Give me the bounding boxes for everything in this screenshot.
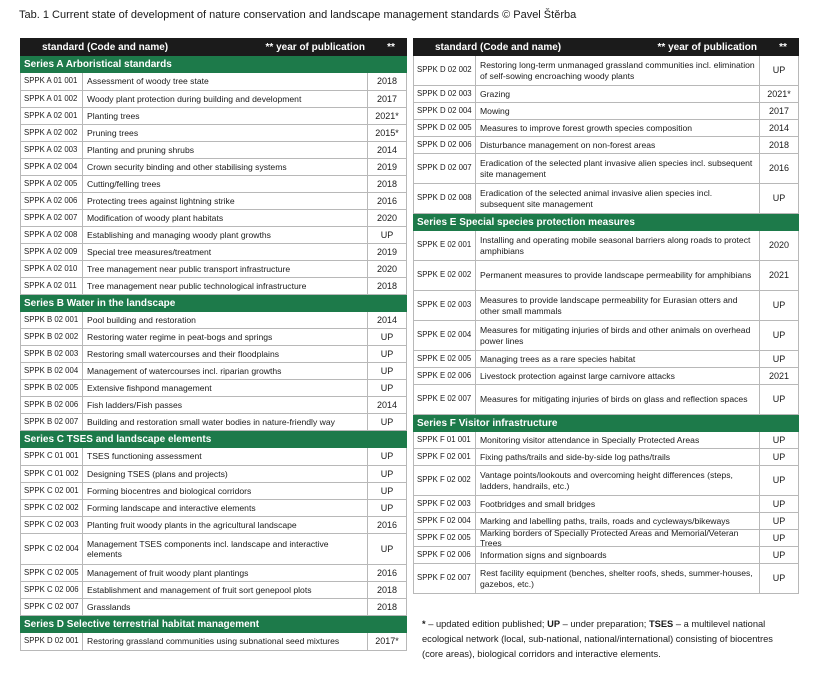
standard-name: Marking and labelling paths, trails, roads and cycleways/bikeways bbox=[480, 515, 730, 526]
footnote-star: * bbox=[422, 619, 426, 629]
table-row bbox=[20, 483, 407, 500]
publication-year: UP bbox=[367, 414, 406, 430]
standard-code: SPPK B 02 007 bbox=[21, 414, 83, 430]
table-row bbox=[413, 527, 799, 548]
standard-name: Planting trees bbox=[87, 110, 140, 121]
table-header bbox=[413, 38, 799, 56]
standard-name: Managing trees as a rare species habitat bbox=[480, 353, 636, 364]
standard-code: SPPK E 02 006 bbox=[414, 368, 476, 384]
publication-year: UP bbox=[759, 432, 798, 448]
publication-year: 2021* bbox=[759, 86, 798, 102]
standard-code: SPPK F 02 001 bbox=[414, 449, 476, 465]
series-rows bbox=[413, 231, 799, 415]
standard-code: SPPK C 02 001 bbox=[21, 483, 83, 499]
standard-code: SPPK F 02 007 bbox=[414, 564, 476, 593]
table-row bbox=[20, 73, 407, 91]
publication-year: UP bbox=[759, 56, 798, 85]
header-standard: standard (Code and name) bbox=[42, 41, 169, 53]
publication-year: 2018 bbox=[759, 137, 798, 153]
publication-year: 2016 bbox=[367, 565, 406, 581]
standard-code: SPPK D 02 004 bbox=[414, 103, 476, 119]
header-stars: ** bbox=[387, 41, 395, 53]
table-row bbox=[20, 565, 407, 582]
publication-year: UP bbox=[759, 530, 798, 546]
table-row bbox=[20, 500, 407, 517]
series-title: Series D Selective terrestrial habitat management bbox=[20, 616, 407, 633]
standard-code: SPPK D 02 005 bbox=[414, 120, 476, 136]
standard-name: Eradication of the selected plant invasive alien species incl. subsequent site management bbox=[480, 158, 753, 179]
table-row bbox=[413, 466, 799, 496]
table-row bbox=[413, 432, 799, 449]
publication-year: UP bbox=[759, 351, 798, 367]
header-year: ** year of publication bbox=[657, 41, 757, 53]
standard-code: SPPK F 01 001 bbox=[414, 432, 476, 448]
standard-name: Planting and pruning shrubs bbox=[87, 144, 195, 155]
standard-code: SPPK A 02 010 bbox=[21, 261, 83, 277]
publication-year: UP bbox=[367, 227, 406, 243]
publication-year: 2018 bbox=[367, 278, 406, 294]
series-rows bbox=[20, 73, 407, 295]
table-row bbox=[413, 137, 799, 154]
standard-code: SPPK A 02 005 bbox=[21, 176, 83, 192]
table-row bbox=[20, 312, 407, 329]
standard-code: SPPK E 02 002 bbox=[414, 261, 476, 290]
publication-year: UP bbox=[759, 564, 798, 593]
standard-name: Measures to provide landscape permeability for Eurasian otters and other small mammals bbox=[480, 295, 738, 316]
standard-code: SPPK A 02 002 bbox=[21, 125, 83, 141]
standard-name: Forming landscape and interactive elements bbox=[87, 502, 256, 513]
publication-year: 2018 bbox=[367, 599, 406, 615]
series-title: Series A Arboristical standards bbox=[20, 56, 407, 73]
standard-code: SPPK C 02 002 bbox=[21, 500, 83, 516]
standard-code: SPPK F 02 002 bbox=[414, 466, 476, 495]
publication-year: 2021* bbox=[367, 108, 406, 124]
standard-name: Vantage points/lookouts and overcoming height differences (steps, ladders, handrails, etc.) bbox=[480, 470, 733, 491]
standard-name: Cutting/felling trees bbox=[87, 178, 161, 189]
table-row bbox=[413, 184, 799, 214]
standard-name: Planting fruit woody plants in the agricultural landscape bbox=[87, 519, 297, 530]
standard-name: Footbridges and small bridges bbox=[480, 498, 596, 509]
table-row bbox=[20, 414, 407, 431]
standard-name: Special tree measures/treatment bbox=[87, 246, 212, 257]
table-row bbox=[20, 244, 407, 261]
table-row bbox=[413, 385, 799, 415]
standard-code: SPPK D 02 002 bbox=[414, 56, 476, 85]
standard-name: Crown security binding and other stabilising systems bbox=[87, 161, 287, 172]
publication-year: 2019 bbox=[367, 244, 406, 260]
publication-year: 2014 bbox=[367, 312, 406, 328]
standard-name: Restoring small watercourses and their floodplains bbox=[87, 348, 280, 359]
table-row bbox=[413, 321, 799, 351]
footnote-tses: TSES bbox=[648, 619, 674, 629]
table-row bbox=[20, 210, 407, 227]
publication-year: 2014 bbox=[759, 120, 798, 136]
standard-name: Extensive fishpond management bbox=[87, 382, 212, 393]
standard-name: Eradication of the selected animal invasive alien species incl. subsequent site management bbox=[480, 188, 713, 209]
publication-year: UP bbox=[759, 385, 798, 414]
standard-name: Permanent measures to provide landscape permeability for amphibians bbox=[480, 270, 752, 281]
standard-name: Management of watercourses incl. riparian growths bbox=[87, 365, 282, 376]
table-row bbox=[20, 125, 407, 142]
series-title: Series F Visitor infrastructure bbox=[413, 415, 799, 432]
publication-year: 2014 bbox=[367, 142, 406, 158]
publication-year: UP bbox=[367, 534, 406, 564]
table-row bbox=[413, 261, 799, 291]
standard-code: SPPK B 02 001 bbox=[21, 312, 83, 328]
table-caption: Tab. 1 Current state of development of nature conservation and landscape management standards © Pavel Štěrba bbox=[19, 9, 577, 21]
publication-year: 2015* bbox=[367, 125, 406, 141]
publication-year: 2018 bbox=[367, 73, 406, 90]
series-rows bbox=[20, 448, 407, 616]
header-standard: standard (Code and name) bbox=[435, 41, 562, 53]
standard-code: SPPK E 02 004 bbox=[414, 321, 476, 350]
standard-code: SPPK A 01 001 bbox=[21, 73, 83, 90]
standard-name: Disturbance management on non-forest areas bbox=[480, 139, 656, 150]
series-title: Series B Water in the landscape bbox=[20, 295, 407, 312]
standard-code: SPPK B 02 004 bbox=[21, 363, 83, 379]
table-row bbox=[20, 329, 407, 346]
table-row bbox=[20, 582, 407, 599]
standard-name: Management TSES components incl. landscape and interactive elements bbox=[87, 538, 329, 559]
header-stars: ** bbox=[779, 41, 787, 53]
standard-code: SPPK D 02 007 bbox=[414, 154, 476, 183]
standard-code: SPPK C 02 007 bbox=[21, 599, 83, 615]
table-row bbox=[413, 291, 799, 321]
publication-year: 2018 bbox=[367, 176, 406, 192]
standard-name: Restoring grassland communities using subnational seed mixtures bbox=[87, 636, 340, 647]
table-row bbox=[20, 599, 407, 616]
standard-name: Installing and operating mobile seasonal barriers along roads to protect amphibians bbox=[480, 235, 751, 256]
publication-year: 2017* bbox=[367, 633, 406, 650]
publication-year: 2019 bbox=[367, 159, 406, 175]
publication-year: 2016 bbox=[759, 154, 798, 183]
standard-name: Forming biocentres and biological corridors bbox=[87, 485, 252, 496]
standard-name: Information signs and signboards bbox=[480, 549, 607, 560]
standard-name: Measures to improve forest growth species composition bbox=[480, 122, 693, 133]
publication-year: UP bbox=[759, 321, 798, 350]
table-row bbox=[413, 547, 799, 564]
standard-code: SPPK D 02 006 bbox=[414, 137, 476, 153]
table-row bbox=[20, 380, 407, 397]
table-row bbox=[413, 449, 799, 466]
footnote-star-text: – updated edition published; bbox=[425, 619, 548, 629]
header-year: ** year of publication bbox=[265, 41, 365, 53]
publication-year: 2021 bbox=[759, 368, 798, 384]
standard-name: Establishment and management of fruit sort genepool plots bbox=[87, 584, 312, 595]
table-row bbox=[413, 154, 799, 184]
table-row bbox=[20, 193, 407, 210]
table-row bbox=[20, 91, 407, 108]
publication-year: UP bbox=[367, 500, 406, 516]
publication-year: 2020 bbox=[367, 210, 406, 226]
standard-name: Pool building and restoration bbox=[87, 314, 196, 325]
standard-name: Rest facility equipment (benches, shelter roofs, sheds, summer-houses, gazebos, etc.) bbox=[480, 568, 753, 589]
standard-code: SPPK A 02 004 bbox=[21, 159, 83, 175]
table-row bbox=[20, 346, 407, 363]
table-row bbox=[413, 120, 799, 137]
table-row bbox=[20, 142, 407, 159]
standard-name: Livestock protection against large carnivore attacks bbox=[480, 370, 675, 381]
standard-code: SPPK A 02 011 bbox=[21, 278, 83, 294]
standard-code: SPPK C 01 001 bbox=[21, 448, 83, 465]
publication-year: UP bbox=[759, 449, 798, 465]
table-row bbox=[20, 517, 407, 534]
series-rows bbox=[413, 56, 799, 214]
table-row bbox=[413, 564, 799, 594]
table-row bbox=[413, 56, 799, 86]
standard-name: Marking borders of Specially Protected Areas and Memorial/Veteran Trees bbox=[480, 527, 739, 548]
standard-name: Restoring long-term unmanaged grassland communities incl. elimination of self-sowing encroaching woody plants bbox=[480, 60, 755, 81]
standard-code: SPPK D 02 003 bbox=[414, 86, 476, 102]
publication-year: UP bbox=[759, 496, 798, 512]
table-row bbox=[20, 176, 407, 193]
publication-year: UP bbox=[367, 483, 406, 499]
publication-year: UP bbox=[367, 363, 406, 379]
standard-name: Designing TSES (plans and projects) bbox=[87, 468, 228, 479]
standard-name: Grazing bbox=[480, 88, 511, 99]
table-row bbox=[413, 496, 799, 513]
standard-code: SPPK F 02 006 bbox=[414, 547, 476, 563]
standard-code: SPPK A 02 006 bbox=[21, 193, 83, 209]
left-column bbox=[20, 38, 407, 651]
standard-name: Mowing bbox=[480, 105, 510, 116]
standard-code: SPPK E 02 003 bbox=[414, 291, 476, 320]
publication-year: UP bbox=[759, 291, 798, 320]
standard-code: SPPK E 02 007 bbox=[414, 385, 476, 414]
standard-code: SPPK B 02 003 bbox=[21, 346, 83, 362]
footnote-tses-text: – a multilevel national ecological network (local, sub-national, national/international) consisting of biocentres (core areas), biological corridors and interactive elements. bbox=[422, 619, 773, 659]
standard-name: Establishing and managing woody plant growths bbox=[87, 229, 271, 240]
standard-name: TSES functioning assessment bbox=[87, 451, 202, 462]
standard-name: Protecting trees against lightning strike bbox=[87, 195, 235, 206]
table-header bbox=[20, 38, 407, 56]
standard-code: SPPK A 02 007 bbox=[21, 210, 83, 226]
standard-code: SPPK C 02 006 bbox=[21, 582, 83, 598]
table-row bbox=[413, 86, 799, 103]
table-row bbox=[20, 534, 407, 565]
table-row bbox=[20, 466, 407, 483]
standard-name: Measures for mitigating injuries of birds and other animals on overhead power lines bbox=[480, 325, 751, 346]
right-column bbox=[413, 38, 799, 594]
publication-year: 2014 bbox=[367, 397, 406, 413]
standard-name: Measures for mitigating injuries of birds on glass and reflection spaces bbox=[480, 394, 748, 405]
standard-code: SPPK E 02 005 bbox=[414, 351, 476, 367]
standard-name: Building and restoration small water bodies in nature-friendly way bbox=[87, 416, 335, 427]
table-row bbox=[413, 231, 799, 261]
standard-code: SPPK C 01 002 bbox=[21, 466, 83, 482]
table-row bbox=[20, 227, 407, 244]
table-row bbox=[20, 448, 407, 466]
footnote-up: UP bbox=[547, 619, 561, 629]
table-row bbox=[20, 363, 407, 380]
publication-year: 2016 bbox=[367, 193, 406, 209]
standard-name: Grasslands bbox=[87, 601, 131, 612]
publication-year: 2016 bbox=[367, 517, 406, 533]
table-row bbox=[20, 261, 407, 278]
standard-name: Fish ladders/Fish passes bbox=[87, 399, 183, 410]
series-rows bbox=[20, 312, 407, 431]
standard-code: SPPK F 02 003 bbox=[414, 496, 476, 512]
publication-year: UP bbox=[759, 547, 798, 563]
standard-name: Tree management near public technological infrastructure bbox=[87, 280, 307, 291]
table-row bbox=[20, 108, 407, 125]
publication-year: UP bbox=[367, 380, 406, 396]
publication-year: 2020 bbox=[367, 261, 406, 277]
standard-name: Monitoring visitor attendance in Specially Protected Areas bbox=[480, 434, 700, 445]
publication-year: 2017 bbox=[367, 91, 406, 107]
publication-year: UP bbox=[367, 466, 406, 482]
standard-code: SPPK F 02 005 bbox=[414, 530, 476, 546]
standard-name: Modification of woody plant habitats bbox=[87, 212, 224, 223]
standard-code: SPPK B 02 002 bbox=[21, 329, 83, 345]
table-row bbox=[413, 103, 799, 120]
standard-code: SPPK A 02 001 bbox=[21, 108, 83, 124]
table-row bbox=[413, 368, 799, 385]
publication-year: UP bbox=[367, 329, 406, 345]
standard-code: SPPK B 02 005 bbox=[21, 380, 83, 396]
publication-year: 2017 bbox=[759, 103, 798, 119]
publication-year: 2020 bbox=[759, 231, 798, 260]
standard-code: SPPK C 02 003 bbox=[21, 517, 83, 533]
standard-code: SPPK D 02 001 bbox=[21, 633, 83, 650]
publication-year: UP bbox=[759, 513, 798, 529]
table-row bbox=[20, 278, 407, 295]
publication-year: UP bbox=[759, 184, 798, 213]
standard-code: SPPK C 02 004 bbox=[21, 534, 83, 564]
publication-year: 2018 bbox=[367, 582, 406, 598]
footnote bbox=[422, 617, 794, 662]
standard-name: Management of fruit woody plant plantings bbox=[87, 567, 249, 578]
series-title: Series C TSES and landscape elements bbox=[20, 431, 407, 448]
footnote-up-text: – under preparation; bbox=[560, 619, 649, 629]
series-rows bbox=[413, 432, 799, 594]
publication-year: UP bbox=[367, 346, 406, 362]
standard-code: SPPK A 02 003 bbox=[21, 142, 83, 158]
standard-code: SPPK D 02 008 bbox=[414, 184, 476, 213]
standard-name: Assessment of woody tree state bbox=[87, 76, 209, 87]
standard-code: SPPK C 02 005 bbox=[21, 565, 83, 581]
series-title: Series E Special species protection measures bbox=[413, 214, 799, 231]
table-row bbox=[413, 351, 799, 368]
standard-code: SPPK F 02 004 bbox=[414, 513, 476, 529]
standard-name: Fixing paths/trails and side-by-side log paths/trails bbox=[480, 451, 671, 462]
publication-year: UP bbox=[367, 448, 406, 465]
standard-name: Tree management near public transport infrastructure bbox=[87, 263, 291, 274]
standard-name: Pruning trees bbox=[87, 127, 139, 138]
series-rows bbox=[20, 633, 407, 651]
standard-name: Restoring water regime in peat-bogs and springs bbox=[87, 331, 273, 342]
standard-name: Woody plant protection during building and development bbox=[87, 93, 302, 104]
publication-year: 2021 bbox=[759, 261, 798, 290]
standard-code: SPPK A 01 002 bbox=[21, 91, 83, 107]
standard-code: SPPK A 02 008 bbox=[21, 227, 83, 243]
table-row bbox=[20, 397, 407, 414]
table-row bbox=[20, 633, 407, 651]
table-row bbox=[20, 159, 407, 176]
standard-code: SPPK A 02 009 bbox=[21, 244, 83, 260]
publication-year: UP bbox=[759, 466, 798, 495]
standard-code: SPPK E 02 001 bbox=[414, 231, 476, 260]
standard-code: SPPK B 02 006 bbox=[21, 397, 83, 413]
